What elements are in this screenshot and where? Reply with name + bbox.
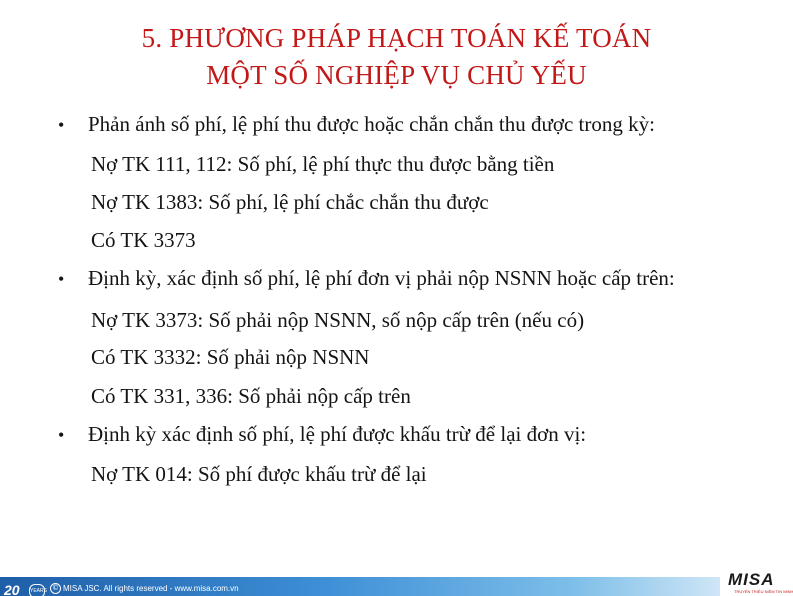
footer-bar: [0, 577, 720, 596]
bullet-text: Định kỳ, xác định số phí, lệ phí đơn vị phải nộp NSNN hoặc cấp trên:: [88, 266, 675, 290]
bullet-marker: •: [58, 425, 65, 445]
bullet-item-2: [58, 265, 675, 292]
entry-line: Có TK 3332: Số phải nộp NSNN: [91, 345, 370, 369]
bullet-text: Định kỳ xác định số phí, lệ phí được khấu trừ để lại đơn vị:: [88, 422, 587, 446]
title-line-2: MỘT SỐ NGHIỆP VỤ CHỦ YẾU: [206, 60, 587, 90]
anniversary-years-badge: YEARS: [29, 584, 45, 596]
copyright-text: MISA JSC. All rights reserved - www.misa.com.vn: [63, 584, 239, 593]
footer: [0, 571, 793, 596]
entry-line: Nợ TK 3373: Số phải nộp NSNN, số nộp cấp trên (nếu có): [91, 308, 585, 332]
entry-line: Có TK 331, 336: Số phải nộp cấp trên: [91, 384, 411, 408]
misa-logo-tagline: TRUYỀN TRIỆU NIỀM TIN MINH: [734, 589, 793, 594]
title-line-1: 5. PHƯƠNG PHÁP HẠCH TOÁN KẾ TOÁN: [141, 23, 652, 53]
entry-line: Có TK 3373: [91, 228, 196, 252]
bullet-marker: •: [58, 115, 65, 135]
bullet-marker: •: [58, 269, 65, 289]
entry-line: Nợ TK 014: Số phí được khấu trừ để lại: [91, 462, 427, 486]
slide-title: [0, 20, 793, 94]
copyright-icon: ©: [52, 584, 59, 592]
misa-logo-wordmark: MISA: [728, 570, 775, 589]
misa-logo: [728, 570, 793, 596]
bullet-item-1: [58, 111, 655, 138]
entry-line: Nợ TK 1383: Số phí, lệ phí chắc chắn thu được: [91, 190, 489, 214]
bullet-text: Phản ánh số phí, lệ phí thu được hoặc chắn chắn thu được trong kỳ:: [88, 112, 655, 136]
anniversary-logo: 20: [4, 582, 20, 596]
entry-line: Nợ TK 111, 112: Số phí, lệ phí thực thu được bằng tiền: [91, 152, 555, 176]
bullet-item-3: [58, 421, 586, 448]
